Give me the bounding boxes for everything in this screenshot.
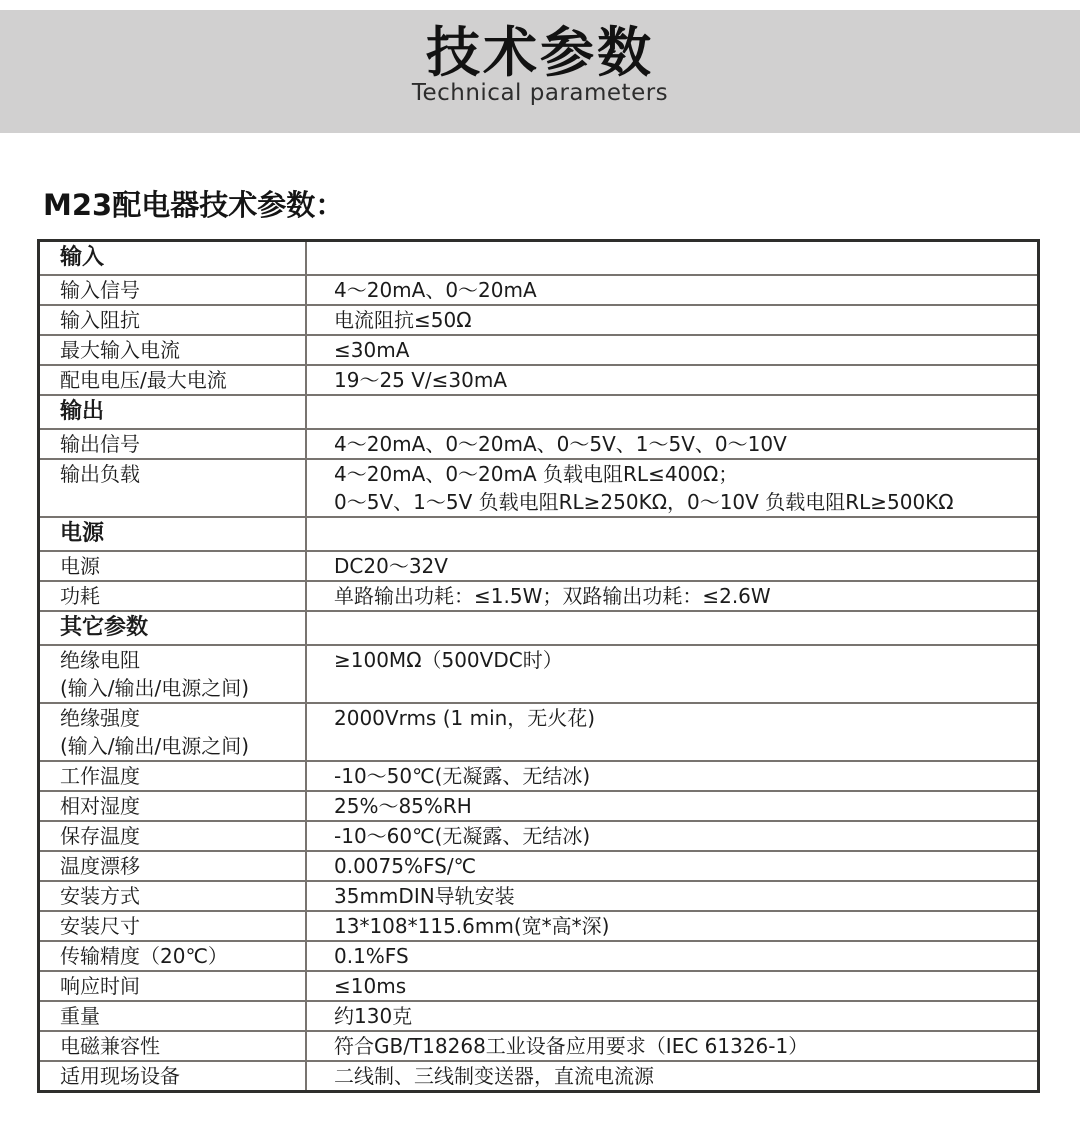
param-value xyxy=(307,306,1037,334)
param-name-text: 输出负载 xyxy=(60,462,140,486)
param-name xyxy=(40,972,307,1000)
table-row xyxy=(40,366,1037,396)
param-name-text: 电源 xyxy=(60,554,100,578)
param-name-text: 输出 xyxy=(60,399,105,424)
table-row xyxy=(40,882,1037,912)
page-title: 技术参数 xyxy=(426,21,654,84)
table-row xyxy=(40,646,1037,704)
param-value-text: 13*108*115.6mm(宽*高*深) xyxy=(334,914,610,938)
param-value-text: 25%～85%RH xyxy=(334,794,472,818)
param-name xyxy=(40,336,307,364)
param-name-text: 相对湿度 xyxy=(60,794,140,818)
param-name xyxy=(40,882,307,910)
param-name xyxy=(40,430,307,458)
param-value xyxy=(307,612,1037,644)
param-name xyxy=(40,242,307,274)
param-name-text: 电源 xyxy=(60,521,105,546)
param-value xyxy=(307,396,1037,428)
table-section-row xyxy=(40,396,1037,430)
param-value xyxy=(307,912,1037,940)
param-name-text: 适用现场设备 xyxy=(60,1064,180,1088)
param-name xyxy=(40,396,307,428)
table-row xyxy=(40,792,1037,822)
param-value xyxy=(307,792,1037,820)
param-name xyxy=(40,1002,307,1030)
param-name xyxy=(40,366,307,394)
param-value xyxy=(307,942,1037,970)
param-name-text: 输入阻抗 xyxy=(60,308,140,332)
param-name xyxy=(40,1032,307,1060)
table-row xyxy=(40,1032,1037,1062)
param-value-text: 符合GB/T18268工业设备应用要求（IEC 61326-1） xyxy=(334,1034,809,1058)
param-name-text: 其它参数 xyxy=(60,615,149,640)
param-value xyxy=(307,276,1037,304)
param-value-text: 约130克 xyxy=(334,1004,413,1028)
title-band xyxy=(0,10,1080,133)
param-name xyxy=(40,552,307,580)
param-name-text: 绝缘强度 xyxy=(60,706,140,730)
param-name-text: 配电电压/最大电流 xyxy=(60,368,227,392)
param-name xyxy=(40,852,307,880)
table-row xyxy=(40,306,1037,336)
param-value xyxy=(307,1002,1037,1030)
param-name-text: 功耗 xyxy=(60,584,100,608)
table-row xyxy=(40,972,1037,1002)
table-row xyxy=(40,552,1037,582)
param-value-text: 4～20mA、0～20mA xyxy=(334,278,537,302)
param-value-text: 单路输出功耗：≤1.5W；双路输出功耗：≤2.6W xyxy=(334,584,771,608)
table-row xyxy=(40,460,1037,518)
table-row xyxy=(40,1062,1037,1090)
param-value-text: 4～20mA、0～20mA 负载电阻RL≤400Ω； xyxy=(334,462,739,486)
param-value-text: ≤10ms xyxy=(334,974,407,998)
param-name-text: 温度漂移 xyxy=(60,854,140,878)
param-name-text: 电磁兼容性 xyxy=(60,1034,160,1058)
param-value-text xyxy=(334,518,1037,550)
param-name xyxy=(40,306,307,334)
param-name-text: 输入信号 xyxy=(60,278,140,302)
param-value-text: 0～5V、1～5V 负载电阻RL≥250KΩ，0～10V 负载电阻RL≥500KΩ xyxy=(334,490,954,514)
param-name-text: 安装方式 xyxy=(60,884,140,908)
section-heading: M23配电器技术参数： xyxy=(43,188,345,222)
param-value xyxy=(307,762,1037,790)
param-value-text: DC20～32V xyxy=(334,554,448,578)
param-name xyxy=(40,762,307,790)
param-value-text: 35mmDIN导轨安装 xyxy=(334,884,515,908)
param-value xyxy=(307,822,1037,850)
param-name-text: 传输精度（20℃） xyxy=(60,944,228,968)
table-row xyxy=(40,582,1037,612)
param-value xyxy=(307,460,1037,516)
param-name xyxy=(40,582,307,610)
param-name xyxy=(40,822,307,850)
param-name xyxy=(40,1062,307,1090)
table-row xyxy=(40,1002,1037,1032)
param-value-text: -10～60℃(无凝露、无结冰) xyxy=(334,824,591,848)
param-name-text: 最大输入电流 xyxy=(60,338,180,362)
param-name xyxy=(40,912,307,940)
param-name-text: 响应时间 xyxy=(60,974,140,998)
param-name-text: (输入/输出/电源之间) xyxy=(60,676,250,700)
param-name xyxy=(40,646,307,702)
param-name xyxy=(40,704,307,760)
table-row xyxy=(40,822,1037,852)
param-value-text: 电流阻抗≤50Ω xyxy=(334,308,472,332)
table-row xyxy=(40,276,1037,306)
table-section-row xyxy=(40,612,1037,646)
table-row xyxy=(40,336,1037,366)
param-name-text: 输入 xyxy=(60,245,105,270)
table-row xyxy=(40,704,1037,762)
param-value xyxy=(307,336,1037,364)
table-row xyxy=(40,762,1037,792)
param-value-text xyxy=(334,396,1037,428)
param-value xyxy=(307,1032,1037,1060)
param-value xyxy=(307,646,1037,702)
param-name-text: 重量 xyxy=(60,1004,100,1028)
table-section-row xyxy=(40,242,1037,276)
param-name xyxy=(40,942,307,970)
table-row xyxy=(40,942,1037,972)
param-name-text: 工作温度 xyxy=(60,764,140,788)
param-value-text xyxy=(334,612,1037,644)
page-subtitle: Technical parameters xyxy=(411,80,669,107)
param-name xyxy=(40,612,307,644)
param-value xyxy=(307,704,1037,760)
param-value xyxy=(307,430,1037,458)
table-row xyxy=(40,430,1037,460)
param-name xyxy=(40,518,307,550)
param-value-text xyxy=(334,242,1037,274)
table-section-row xyxy=(40,518,1037,552)
param-value xyxy=(307,366,1037,394)
param-value-text: 二线制、三线制变送器，直流电流源 xyxy=(334,1064,654,1088)
param-value xyxy=(307,972,1037,1000)
param-value-text: ≤30mA xyxy=(334,338,410,362)
param-value xyxy=(307,852,1037,880)
param-value xyxy=(307,518,1037,550)
spec-table xyxy=(37,239,1040,1093)
table-row xyxy=(40,912,1037,942)
table-row xyxy=(40,852,1037,882)
param-value-text: -10～50℃(无凝露、无结冰) xyxy=(334,764,591,788)
param-name-text: (输入/输出/电源之间) xyxy=(60,734,250,758)
param-name-text: 保存温度 xyxy=(60,824,140,848)
param-value xyxy=(307,552,1037,580)
param-value xyxy=(307,582,1037,610)
param-name-text: 输出信号 xyxy=(60,432,140,456)
param-name xyxy=(40,460,307,516)
param-value-text: 4～20mA、0～20mA、0～5V、1～5V、0～10V xyxy=(334,432,787,456)
param-value-text: ≥100MΩ（500VDC时） xyxy=(334,648,563,672)
param-name-text: 绝缘电阻 xyxy=(60,648,140,672)
param-value-text: 2000Vrms (1 min，无火花) xyxy=(334,706,596,730)
param-value-text: 19～25 V/≤30mA xyxy=(334,368,508,392)
param-name xyxy=(40,792,307,820)
param-name-text: 安装尺寸 xyxy=(60,914,140,938)
param-value-text: 0.0075%FS/℃ xyxy=(334,854,477,878)
param-value xyxy=(307,1062,1037,1090)
param-name xyxy=(40,276,307,304)
param-value-text: 0.1%FS xyxy=(334,944,409,968)
param-value xyxy=(307,882,1037,910)
param-value xyxy=(307,242,1037,274)
